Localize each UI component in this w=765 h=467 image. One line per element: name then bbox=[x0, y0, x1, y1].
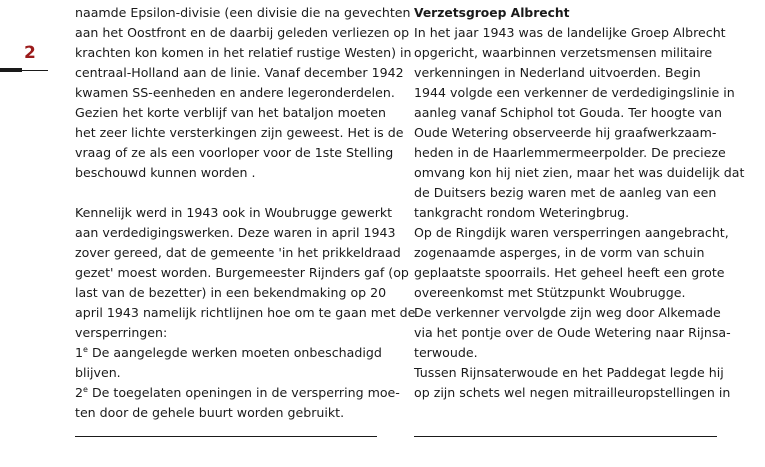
right-column bbox=[414, 3, 745, 403]
list-item-text: De aangelegde werken moeten onbeschadigd bbox=[87, 345, 382, 360]
body-text-line: 1944 volgde een verkenner de verdedigingslinie in bbox=[414, 85, 735, 100]
body-text-line: gezet' moest worden. Burgemeester Rijnders gaf (op bbox=[75, 265, 409, 280]
body-text-line: beschouwd kunnen worden . bbox=[75, 165, 256, 180]
body-text-line: overeenkomst met Stützpunkt Woubrugge. bbox=[414, 285, 686, 300]
page-marker-bar bbox=[0, 68, 22, 72]
list-item-ordinal: e bbox=[83, 344, 88, 354]
body-text-line: zogenaamde asperges, in de vorm van schuin bbox=[414, 245, 705, 260]
body-text-line: Tussen Rijnsaterwoude en het Paddegat legde hij bbox=[414, 365, 724, 380]
body-text-line: Kennelijk werd in 1943 ook in Woubrugge gewerkt bbox=[75, 205, 393, 220]
body-text-line: op zijn schets wel negen mitrailleuropstellingen in bbox=[414, 385, 731, 400]
list-item-number: 1 bbox=[75, 345, 84, 360]
body-text-line: geplaatste spoorrails. Het geheel heeft een grote bbox=[414, 265, 725, 280]
body-text-line: centraal-Holland aan de linie. Vanaf december 1942 bbox=[75, 65, 404, 80]
body-text-line: verkenningen in Nederland uitvoerden. Begin bbox=[414, 65, 701, 80]
body-text-line: heden in de Haarlemmermeerpolder. De precieze bbox=[414, 145, 726, 160]
list-item-text: De toegelaten openingen in de versperring moe- bbox=[87, 385, 400, 400]
body-text-line: Oude Wetering observeerde hij graafwerkzaam- bbox=[414, 125, 717, 140]
body-text-line: via het pontje over de Oude Wetering naar Rijnsa- bbox=[414, 325, 731, 340]
footnote-rule-right bbox=[414, 436, 717, 437]
body-text-line: krachten kon komen in het relatief rustige Westen) in bbox=[75, 45, 412, 60]
body-text-line: april 1943 namelijk richtlijnen hoe om te gaan met de bbox=[75, 305, 416, 320]
list-item-ordinal: e bbox=[83, 384, 88, 394]
list-item-number: 2 bbox=[75, 385, 84, 400]
body-text-line: het zeer lichte versterkingen zijn geweest. Het is de bbox=[75, 125, 404, 140]
list-item-continuation: ten door de gehele buurt worden gebruikt. bbox=[75, 405, 345, 420]
body-text-line: de Duitsers bezig waren met de aanleg van een bbox=[414, 185, 717, 200]
body-text-line: In het jaar 1943 was de landelijke Groep Albrecht bbox=[414, 25, 726, 40]
paragraph-gap bbox=[75, 183, 385, 203]
body-text-line: vraag of ze als een voorloper voor de 1ste Stelling bbox=[75, 145, 394, 160]
section-heading: Verzetsgroep Albrecht bbox=[414, 6, 570, 20]
body-text-line: aanleg vanaf Schiphol tot Gouda. Ter hoogte van bbox=[414, 105, 723, 120]
list-item-continuation: blijven. bbox=[75, 365, 121, 380]
body-text-line: Op de Ringdijk waren versperringen aangebracht, bbox=[414, 225, 729, 240]
body-text-line: aan het Oostfront en de daarbij geleden verliezen op bbox=[75, 25, 410, 40]
page-number: 2 bbox=[24, 43, 36, 63]
body-text-line: versperringen: bbox=[75, 325, 168, 340]
body-text-line: De verkenner vervolgde zijn weg door Alkemade bbox=[414, 305, 721, 320]
list-item bbox=[75, 343, 385, 363]
body-text-line: tankgracht rondom Weteringbrug. bbox=[414, 205, 630, 220]
body-text-line: aan verdedigingswerken. Deze waren in april 1943 bbox=[75, 225, 396, 240]
body-text-line: naamde Epsilon-divisie (een divisie die na gevechten bbox=[75, 5, 411, 20]
body-text-line: zover gereed, dat de gemeente 'in het prikkeldraad bbox=[75, 245, 401, 260]
body-text-line: kwamen SS-eenheden en andere legeronderdelen. bbox=[75, 85, 395, 100]
list-item bbox=[75, 383, 400, 403]
body-text-line: terwoude. bbox=[414, 345, 478, 360]
body-text-line: opgericht, waarbinnen verzetsmensen militaire bbox=[414, 45, 713, 60]
body-text-line: omvang kon hij niet zien, maar het was duidelijk dat bbox=[414, 165, 745, 180]
body-text-line: last van de bezetter) in een bekendmaking op 20 bbox=[75, 285, 387, 300]
body-text-line: Gezien het korte verblijf van het bataljon moeten bbox=[75, 105, 387, 120]
left-column bbox=[75, 3, 416, 423]
footnote-rule-left bbox=[75, 436, 377, 437]
page-marker-line bbox=[22, 70, 48, 71]
